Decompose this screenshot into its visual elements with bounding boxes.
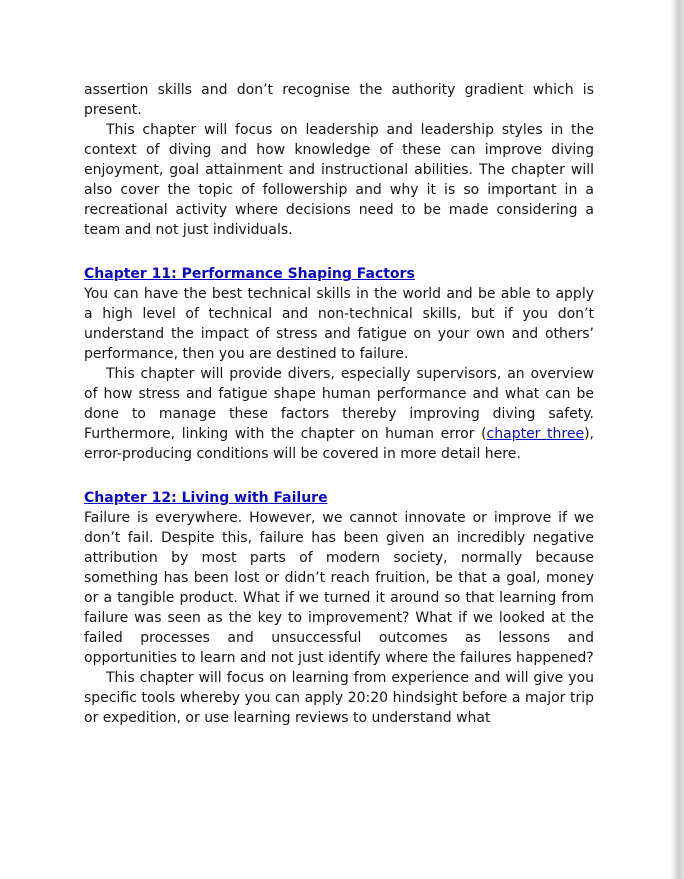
paragraph-intro-fragment: assertion skills and don’t recognise the authority gradient which is present.: [84, 82, 594, 118]
paragraph-chapter12-detail: This chapter will focus on learning from experience and will give you specific tools whereby you can apply 20:20 hindsight before a major trip or expedition, or use learning reviews to understand what: [84, 670, 594, 726]
paragraph-leadership: This chapter will focus on leadership and leadership styles in the context of diving and how knowledge of these can improve diving enjoyment, goal attainment and instructional abilities. The chapter will also cover the topic of followership and why it is so important in a recreational activity where decisions need to be made considering a team and not just individuals.: [84, 122, 594, 238]
paragraph-chapter11-detail: [84, 364, 594, 464]
page-edge-shadow: [670, 0, 684, 879]
chapter-12-heading-link[interactable]: Chapter 12: Living with Failure: [84, 490, 328, 506]
chapter-three-link[interactable]: chapter three: [486, 426, 585, 442]
paragraph-chapter12-summary: Failure is everywhere. However, we cannot innovate or improve if we don’t fail. Despite this, failure has been given an incredibly negative attribution by most parts of modern society, normally because something has been lost or didn’t reach fruition, be that a goal, money or a tangible product. What if we turned it around so that learning from failure was seen as the key to improvement? What if we looked at the failed processes and unsuccessful outcomes as lessons and opportunities to learn and not just identify where the failures happened?: [84, 510, 594, 666]
chapter11-detail-text-before-link: This chapter will provide divers, especially supervisors, an overview of how stress and fatigue shape human performance and what can be done to manage these factors thereby improving diving safety. Furthermore, linking with the chapter on human error (: [84, 366, 594, 442]
chapter11-detail-text-after-link: ), error-producing conditions will be covered in more detail here.: [84, 426, 595, 462]
paragraph-chapter11-summary: You can have the best technical skills in the world and be able to apply a high level of technical and non-technical skills, but if you don’t understand the impact of stress and fatigue on your own and others’ performance, then you are destined to failure.: [84, 286, 594, 362]
page-text-column: [84, 80, 594, 728]
chapter-11-heading-link[interactable]: Chapter 11: Performance Shaping Factors: [84, 266, 415, 282]
